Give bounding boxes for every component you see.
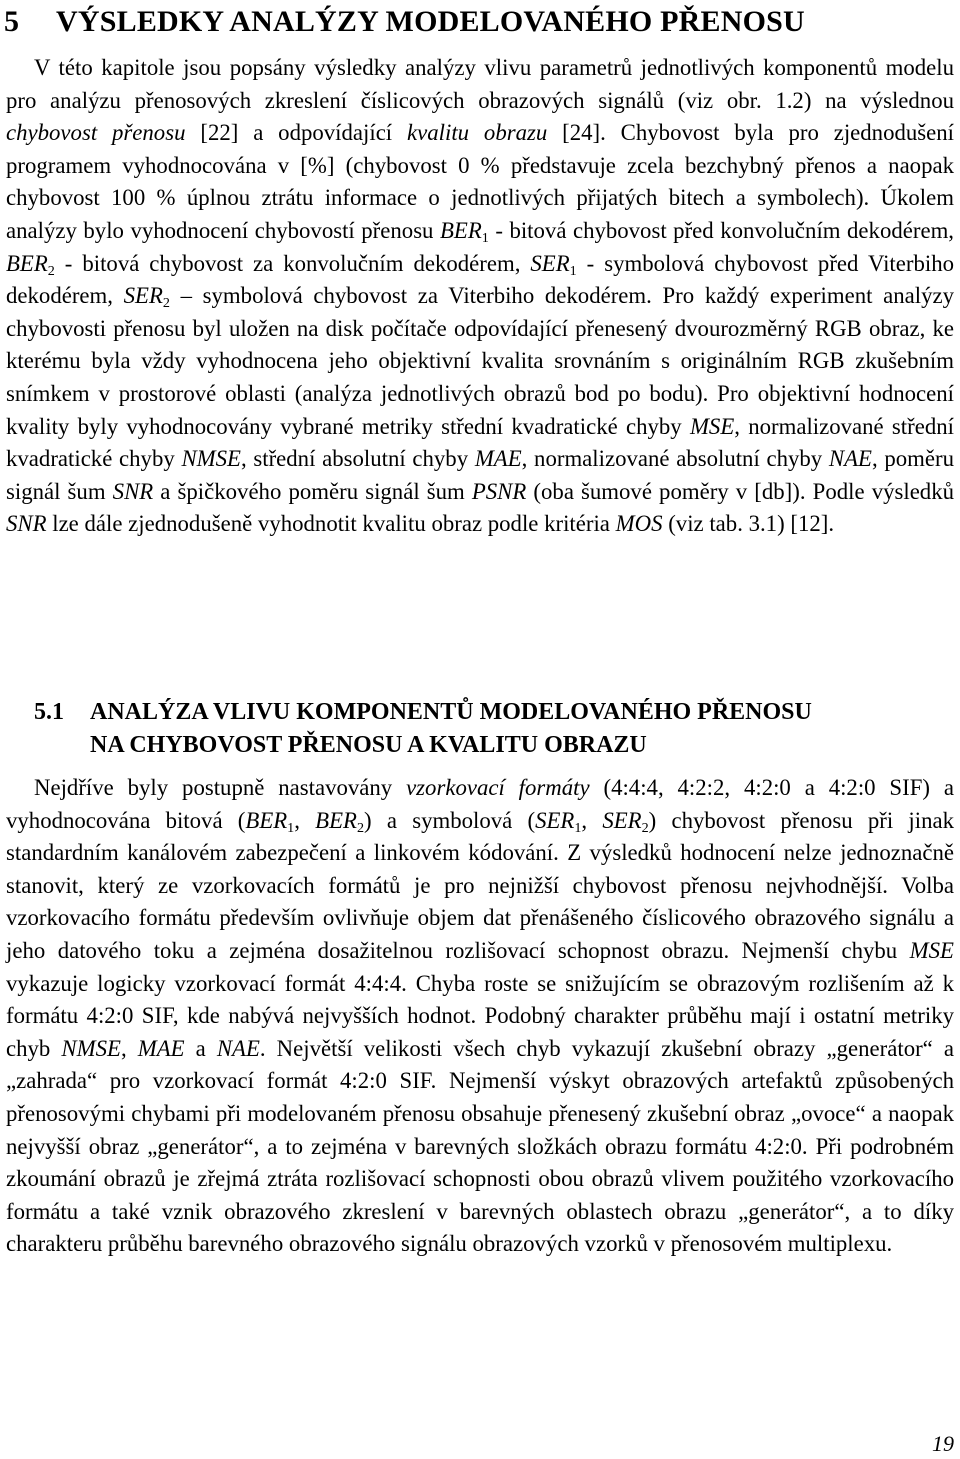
italic-term: BER: [439, 217, 482, 243]
italic-term: BER: [245, 807, 288, 833]
italic-term: kvalitu obrazu: [407, 120, 548, 146]
italic-term: NAE: [216, 1035, 260, 1061]
chapter-title-text: VÝSLEDKY ANALÝZY MODELOVANÉHO PŘENOSU: [56, 5, 805, 38]
italic-term: SER: [535, 807, 575, 833]
italic-term: MAE: [474, 446, 522, 472]
italic-term: BER: [315, 807, 357, 833]
text-run: , normalizované střední kvadratické chyby: [6, 413, 954, 472]
page-number: 19: [932, 1431, 954, 1456]
text-run: (4:4:4, 4:2:2, 4:2:0 a 4:2:0 SIF) a vyhodnocována bitová (: [6, 775, 954, 833]
italic-term: MSE: [909, 937, 954, 963]
italic-term: SER: [530, 250, 570, 276]
text-run: - symbolová chybovost před Viterbiho dekodérem,: [6, 250, 954, 309]
section-title-line1: ANALÝZA VLIVU KOMPONENTŮ MODELOVANÉHO PŘENOSU: [90, 699, 812, 725]
italic-term: vzorkovací formáty: [406, 775, 590, 800]
italic-term: SER: [602, 807, 642, 833]
paragraph-intro: [6, 52, 954, 541]
subscript: 2: [47, 262, 55, 279]
text-run: - bitová chybovost za konvolučním dekodérem,: [54, 250, 531, 276]
text-run: (viz tab. 3.1) [12].: [662, 511, 835, 537]
text-run: ) a symbolová (: [364, 807, 536, 833]
italic-term: chybovost přenosu: [6, 120, 186, 146]
subscript: 1: [287, 819, 295, 836]
italic-term: MAE: [137, 1035, 185, 1061]
paragraph-sampling-formats: [6, 772, 954, 1261]
italic-term: MSE: [689, 413, 735, 439]
text-run: – symbolová chybovost za Viterbiho dekodérem. Pro každý experiment analýzy chybovosti přenosu byl uložen na disk počítače odpovídající přenesený dvourozměrný RGB obraz, ke kterému byla vždy vyhodnocena jeho objektivní kvalita srovnáním s originálním RGB zkušebním snímkem v prostorové oblasti (analýza jednotlivých obrazů bod po bodu). Pro objektivní hodnocení kvality byly vyhodnocovány vybrané metriky střední kvadratické chyby: [6, 283, 955, 439]
subscript: 1: [481, 229, 489, 246]
text-run: ,: [120, 1035, 138, 1061]
subscript: 2: [356, 819, 365, 836]
italic-term: NMSE: [61, 1035, 121, 1061]
italic-term: MOS: [615, 511, 663, 537]
text-run: - bitová chybovost před konvolučním dekodérem,: [488, 217, 954, 243]
subscript: 1: [574, 819, 582, 836]
section-number: 5.1: [34, 699, 64, 725]
italic-term: BER: [6, 250, 48, 276]
text-run: lze dále zjednodušeně vyhodnotit kvalitu obraz podle kritéria: [46, 511, 616, 537]
italic-term: SNR: [112, 478, 154, 504]
italic-term: SER: [123, 283, 163, 309]
chapter-number: 5: [4, 5, 20, 38]
text-run: , poměru signál šum: [6, 446, 955, 504]
text-run: a: [184, 1035, 217, 1061]
section-heading: [34, 696, 812, 762]
text-run: , střední absolutní chyby: [240, 446, 475, 472]
italic-term: PSNR: [471, 478, 527, 504]
subscript: 1: [569, 262, 577, 279]
section-title-line2: NA CHYBOVOST PŘENOSU A KVALITU OBRAZU: [90, 732, 647, 758]
subscript: 2: [641, 819, 649, 836]
text-run: . Největší velikosti všech chyb vykazují zkušební obrazy „generátor“ a „zahrada“ pro vzorkovací formát 4:2:0 SIF. Nejmenší výskyt obrazových artefaktů způsobených přenosovými chybami při modelovaném přenosu obsahuje přenesený zkušební obraz „ovoce“ a naopak nejvyšší obraz „generátor“, a to zejména v barevných složkách obrazu formátu 4:2:0. Při podrobném zkoumání obrazů je zřejmá ztráta rozlišovací schopnosti obou obrazů vlivem použitého vzorkovacího formátu a také vznik obrazového zkreslení v barevných oblastech obrazu „generátor“, a to díky charakteru průběhu barevného obrazového signálu obrazových vzorků v přenosovém multiplexu.: [6, 1035, 954, 1257]
text-run: ,: [581, 807, 603, 833]
text-run: ,: [294, 807, 316, 833]
text-run: Nejdříve byly postupně nastavovány: [34, 775, 407, 800]
text-run: V této kapitole jsou popsány výsledky analýzy vlivu parametrů jednotlivých komponentů modelu pro analýzu přenosových zkreslení číslicových obrazových signálů (viz obr. 1.2) na výslednou: [6, 55, 954, 113]
text-run: ) chybovost přenosu při jinak standardním kanálovém zabezpečení a linkovém kódování. Z výsledků hodnocení nelze jednoznačně stanovit, který ze vzorkovacích formátů je pro nejnižší chybovost přenosu nejvhodnější. Volba vzorkovacího formátu především ovlivňuje objem dat přenášeného číslicového obrazového signálu a jeho datového toku a zejména dosažitelnou rozlišovací schopnost obrazu. Nejmenší chybu: [6, 807, 954, 963]
text-run: a špičkového poměru signál šum: [153, 478, 472, 504]
text-run: vykazuje logicky vzorkovací formát 4:4:4. Chyba roste se snižujícím se obrazovým rozlišením až k formátu 4:2:0 SIF, kde nabývá nejvyšších hodnot. Podobný charakter průběhu mají i ostatní metriky chyb: [6, 970, 954, 1061]
italic-term: NAE: [828, 446, 872, 472]
text-run: [24]. Chybovost byla pro zjednodušení programem vyhodnocována v [%] (chybovost 0 % představuje zcela bezchybný přenos a naopak chybovost 100 % úplnou ztrátu informace o jednotlivých přijatých bitech a symbolech). Úkolem analýzy bylo vyhodnocení chybovostí přenosu: [6, 120, 955, 243]
text-run: [22] a odpovídající: [185, 120, 408, 146]
italic-term: SNR: [6, 511, 47, 537]
text-run: (oba šumové poměry v [db]). Podle výsledků: [526, 478, 955, 504]
chapter-title: [4, 2, 805, 42]
subscript: 2: [162, 295, 170, 312]
italic-term: NMSE: [181, 446, 241, 472]
text-run: , normalizované absolutní chyby: [521, 446, 829, 472]
